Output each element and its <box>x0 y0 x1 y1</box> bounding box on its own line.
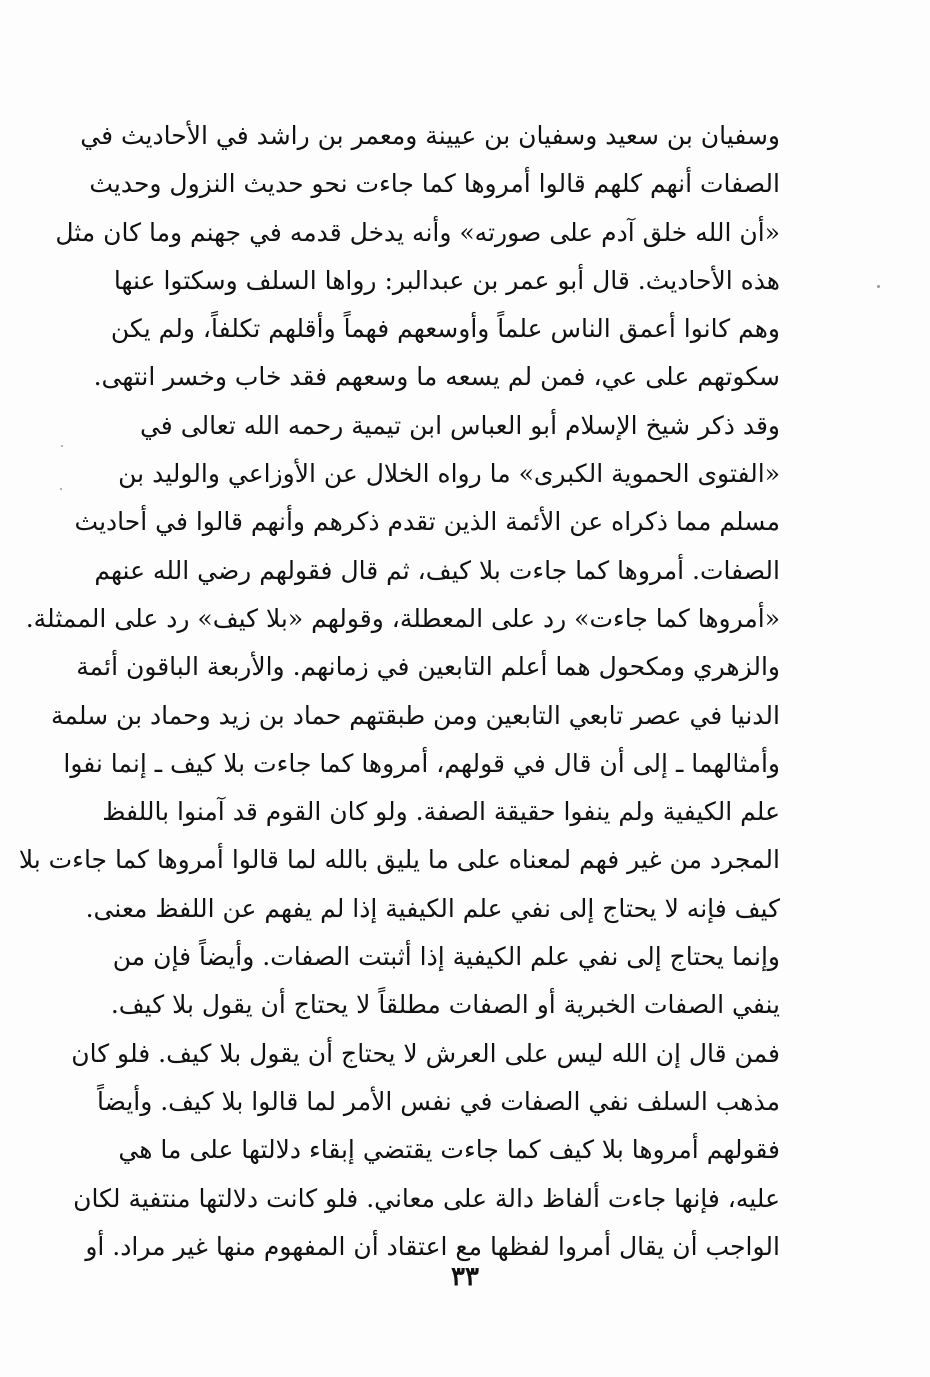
text-line: فقولهم أمروها بلا كيف كما جاءت يقتضي إبقاء دلالتها على ما هي <box>118 1135 780 1165</box>
text-line: المجرد من غير فهم لمعناه على ما يليق بالله لما قالوا أمروها كما جاءت بلا <box>18 845 780 875</box>
text-line: وسفيان بن سعيد وسفيان بن عيينة ومعمر بن راشد في الأحاديث في <box>80 121 780 150</box>
text-line: ينفي الصفات الخبرية أو الصفات مطلقاً لا يحتاج أن يقول بلا كيف. <box>110 990 780 1020</box>
scan-speck <box>60 488 62 490</box>
text-line: عليه، فإنها جاءت ألفاظ دالة على معاني. فلو كانت دلالتها منتفية لكان <box>73 1183 780 1213</box>
text-line: كيف فإنه لا يحتاج إلى نفي علم الكيفية إذا لم يفهم عن اللفظ معنى. <box>85 893 780 923</box>
text-line: مذهب السلف نفي الصفات في نفس الأمر لما قالوا بلا كيف. وأيضاً <box>97 1086 780 1116</box>
text-line: وهم كانوا أعمق الناس علماً وأوسعهم فهماً وأقلهم تكلفاً، ولم يكن <box>110 314 780 344</box>
text-line: «أن الله خلق آدم على صورته» وأنه يدخل قدمه في جهنم وما كان مثل <box>55 217 780 247</box>
text-line: الصفات. أمروها كما جاءت بلا كيف، ثم قال فقولهم رضي الله عنهم <box>94 555 780 585</box>
text-line: وأمثالهما ـ إلى أن قال في قولهم، أمروها كما جاءت بلا كيف ـ إنما نفوا <box>63 748 780 778</box>
page-number: ٣٣ <box>451 1262 479 1292</box>
text-line: الواجب أن يقال أمروا لفظها مع اعتقاد أن المفهوم منها غير مراد. أو <box>85 1231 780 1261</box>
text-line: «أمروها كما جاءت» رد على المعطلة، وقولهم «بلا كيف» رد على الممثلة. <box>25 603 780 633</box>
text-line: مسلم مما ذكراه عن الأئمة الذين تقدم ذكرهم وأنهم قالوا في أحاديث <box>74 507 780 537</box>
text-line: الدنيا في عصر تابعي التابعين ومن طبقتهم حماد بن زيد وحماد بن سلمة <box>51 700 780 730</box>
scan-speck <box>61 445 63 447</box>
text-line: هذه الأحاديث. قال أبو عمر بن عبدالبر: رواها السلف وسكتوا عنها <box>113 265 780 295</box>
text-line: الصفات أنهم كلهم قالوا أمروها كما جاءت نحو حديث النزول وحديث <box>89 169 780 199</box>
text-line: سكوتهم على عي، فمن لم يسعه ما وسعهم فقد خاب وخسر انتهى. <box>93 362 780 392</box>
body-text <box>18 112 780 1271</box>
text-line: وقد ذكر شيخ الإسلام أبو العباس ابن تيمية رحمه الله تعالى في <box>139 410 780 440</box>
scan-speck <box>877 285 880 288</box>
text-line: فمن قال إن الله ليس على العرش لا يحتاج أن يقول بلا كيف. فلو كان <box>71 1038 780 1068</box>
text-line: والزهري ومكحول هما أعلم التابعين في زمانهم. والأربعة الباقون أئمة <box>76 652 780 682</box>
text-line: وإنما يحتاج إلى نفي علم الكيفية إذا أثبتت الصفات. وأيضاً فإن من <box>112 942 780 972</box>
text-line: «الفتوى الحموية الكبرى» ما رواه الخلال عن الأوزاعي والوليد بن <box>118 459 780 489</box>
text-line: علم الكيفية ولم ينفوا حقيقة الصفة. ولو كان القوم قد آمنوا باللفظ <box>102 797 780 827</box>
